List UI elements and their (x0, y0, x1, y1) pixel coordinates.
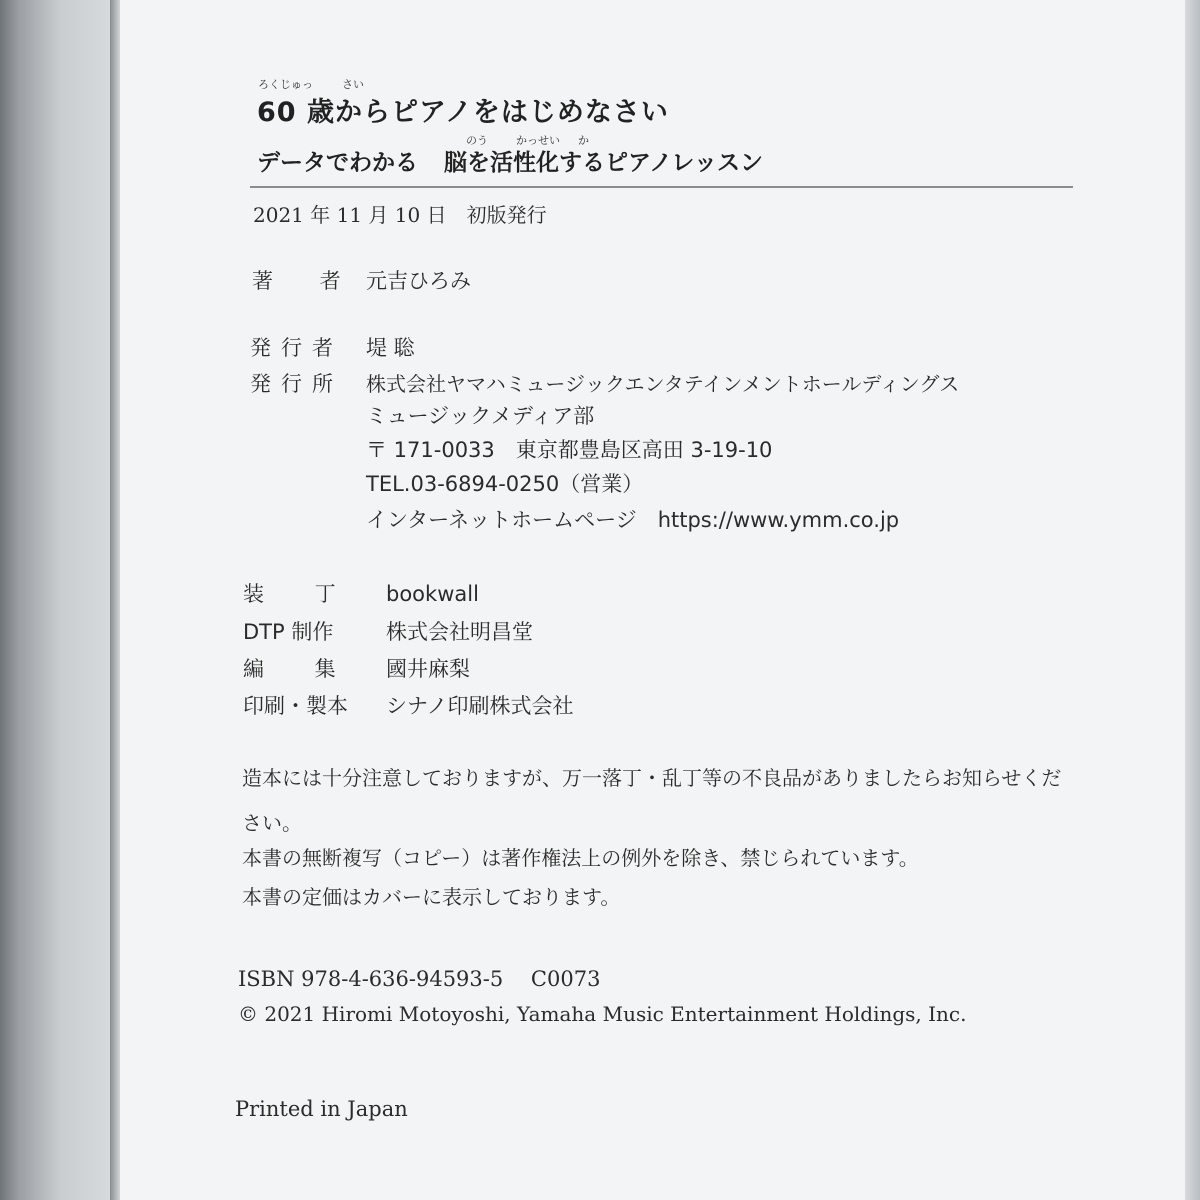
title-rule (250, 186, 1073, 188)
notice-line-2: さい。 (242, 811, 302, 835)
issuer-name: 堤 聡 (366, 336, 415, 360)
subtitle-main: 脳を活性化するピアノレッスン (444, 150, 764, 176)
publisher-line-phone: TEL.03-6894-0250（営業） (366, 472, 644, 496)
dtp-name: 株式会社明昌堂 (386, 620, 533, 644)
issuer-label: 発行者 (250, 336, 343, 360)
left-page (0, 0, 118, 1200)
publisher-line-address: 〒 171-0033 東京都豊島区高田 3-19-10 (366, 438, 773, 462)
author-name: 元吉ひろみ (366, 269, 471, 293)
book-subtitle (257, 144, 763, 177)
subtitle-ruby-kassei: かっせい (516, 134, 560, 147)
print-label: 印刷・製本 (243, 694, 348, 718)
binding-name: bookwall (386, 582, 479, 606)
publisher-line-company: 株式会社ヤマハミュージックエンタテインメントホールディングス (366, 372, 960, 396)
page-edge (1185, 0, 1200, 1200)
book-title: 60 歳からピアノをはじめなさい (257, 97, 669, 128)
binding-label: 装 丁 (243, 582, 336, 606)
dtp-label: DTP 制作 (243, 620, 334, 644)
subtitle-ruby-ka: か (578, 134, 589, 147)
subtitle-ruby-nou: のう (466, 134, 488, 147)
author-label: 著 者 (252, 269, 341, 293)
subtitle-lead: データでわかる (257, 150, 418, 176)
title-ruby-sai: さい (342, 78, 364, 91)
edition-date: 2021 年 11 月 10 日 初版発行 (253, 203, 547, 227)
publisher-line-division: ミュージックメディア部 (366, 404, 595, 428)
copyright: © 2021 Hiromi Motoyoshi, Yamaha Music Entertainment Holdings, Inc. (238, 1002, 967, 1026)
editor-label: 編 集 (243, 657, 336, 681)
publisher-line-website: インターネットホームページ https://www.ymm.co.jp (366, 508, 900, 532)
isbn: ISBN 978-4-636-94593-5 C0073 (238, 967, 601, 991)
notice-line-1: 造本には十分注意しておりますが、万一落丁・乱丁等の不良品がありましたらお知らせくだ (242, 766, 1062, 790)
notice-line-3: 本書の無断複写（コピー）は著作権法上の例外を除き、禁じられています。 (242, 846, 919, 870)
title-ruby-rokujuu: ろくじゅっ (258, 78, 313, 91)
editor-name: 國井麻梨 (386, 657, 470, 681)
printed-in-japan: Printed in Japan (235, 1097, 408, 1121)
publisher-label: 発行所 (250, 372, 343, 396)
notice-line-4: 本書の定価はカバーに表示しております。 (242, 885, 621, 909)
print-name: シナノ印刷株式会社 (386, 694, 574, 718)
